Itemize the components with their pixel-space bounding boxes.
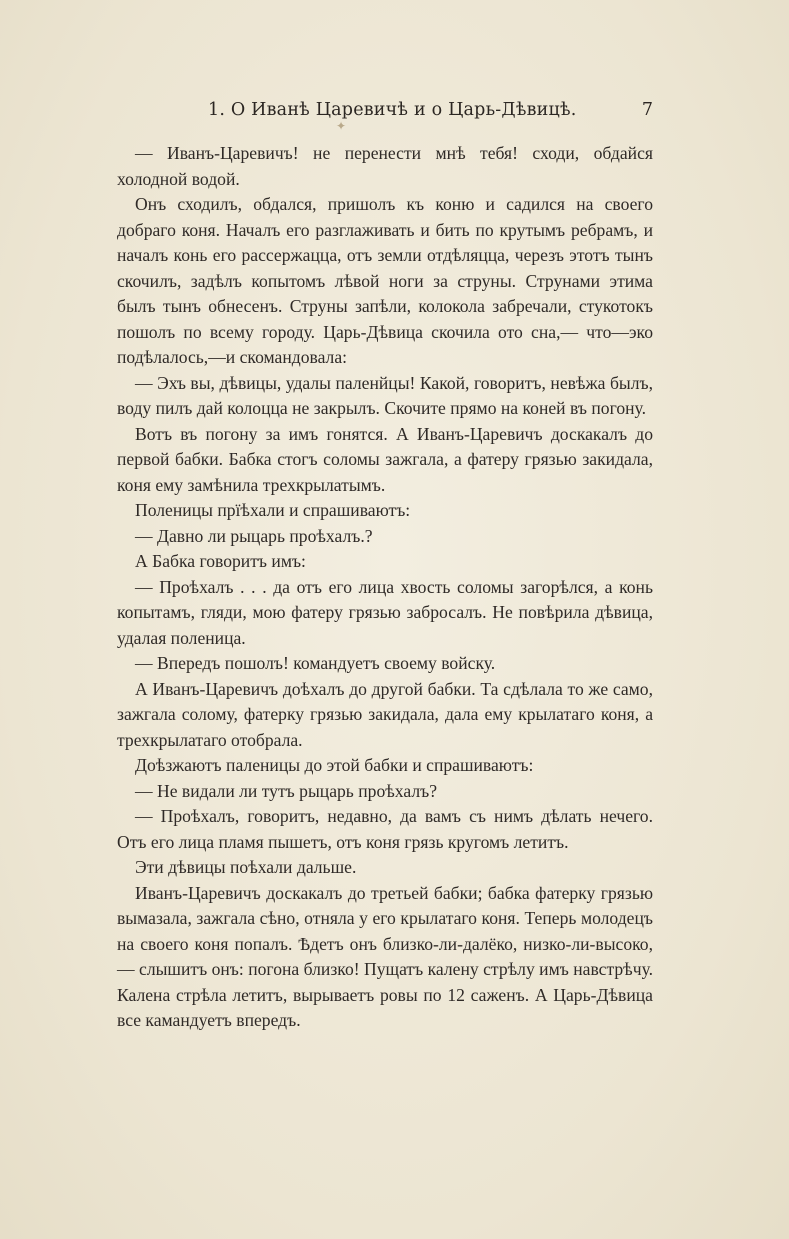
page-header [118,100,653,128]
paragraph: — Иванъ-Царевичъ! не перенести мнѣ тебя! сходи, обдайся холодной водой. [117,143,653,189]
running-title: 1. О Иванѣ Царевичѣ и о Царь-Дѣвицѣ. [208,100,577,120]
paragraph: Поленицы прїѣхали и спрашиваютъ: [135,500,411,520]
paragraph: — Проѣхалъ, говоритъ, недавно, да вамъ съ нимъ дѣлать нечего. Отъ его лица пламя пышетъ, отъ коня грязь кругомъ летитъ. [117,806,653,852]
paragraph: Вотъ въ погону за имъ гонятся. А Иванъ-Царевичъ доскакалъ до первой бабки. Бабка стогъ соломы зажгала, а фатеру грязью закидала, коня ему замѣнила трехкрылатымъ. [117,423,653,495]
paragraph: А Бабка говоритъ имъ: [135,551,306,571]
paragraph: — Проѣхалъ . . . да отъ его лица хвость соломы загорѣлся, а конь копытамъ, гляди, мою фатеру грязью забросалъ. Не повѣрила дѣвица, удалая поленица. [117,576,653,648]
ornament-mark-icon: ✦ [336,119,347,133]
paragraph: Эти дѣвицы поѣхали дальше. [135,857,357,877]
page-number: 7 [641,100,653,120]
paragraph: — Впередъ пошолъ! командуетъ своему войску. [135,653,496,673]
body-text [117,141,653,1034]
paragraph: Онъ сходилъ, обдался, пришолъ къ коню и садился на своего добраго коня. Началъ его разглаживать и бить по крутымъ ребрамъ, и началъ конь его рассержацца, отъ земли отдѣляцца, черезъ этотъ тынъ скочилъ, задѣлъ копытомъ лѣвой ноги за струны. Струнами этима былъ тынъ обнесенъ. Струны запѣли, колокола забречали, стукотокъ пошолъ по всему городу. Царь-Дѣвица скочила ото сна,— что—эко подѣлалось,—и скомандовала: [117,194,653,367]
paragraph: — Давно ли рыцарь проѣхалъ.? [135,525,373,546]
paragraph: Иванъ-Царевичъ доскакалъ до третьей бабки; бабка фатерку грязью вымазала, зажгала сѣно, отняла у его крылатаго коня. Теперь молодецъ на своего коня попалъ. Ѣдетъ онъ близко-ли-далёко, низко-ли-высоко, — слышитъ онъ: погона близко! Пущатъ калену стрѣлу имъ навстрѣчу. Калена стрѣла летитъ, вырываетъ ровы по 12 саженъ. А Царь-Дѣвица все камандуетъ впередъ. [117,882,653,1030]
paragraph: — Эхъ вы, дѣвицы, удалы паленйцы! Какой, говоритъ, невѣжа былъ, воду пилъ дай колоцца не закрылъ. Скочите прямо на коней въ погону. [117,372,653,418]
paragraph: — Не видали ли тутъ рыцарь проѣхалъ? [135,780,438,801]
paragraph: А Иванъ-Царевичъ доѣхалъ до другой бабки. Та сдѣлала то же само, зажгала солому, фатерку грязью закидала, дала ему крылатаго коня, а трехкрылатаго отобрала. [117,678,653,750]
paragraph: Доѣзжаютъ паленицы до этой бабки и спрашиваютъ: [135,755,534,775]
